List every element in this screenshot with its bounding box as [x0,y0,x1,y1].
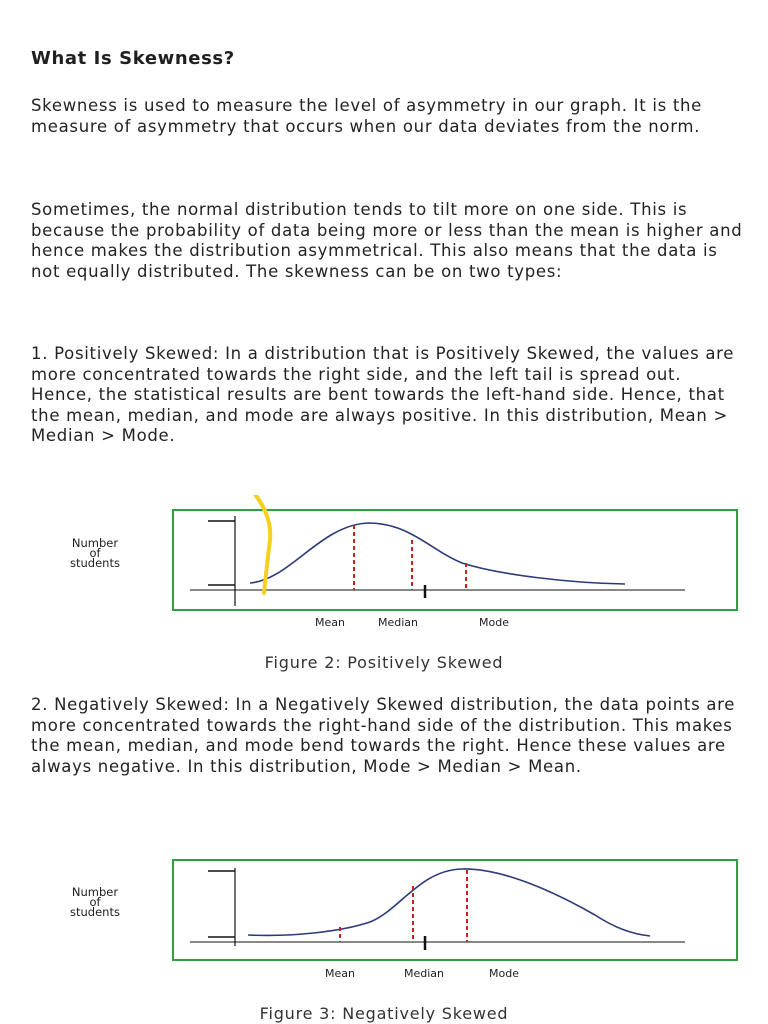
y-axis-label-line1: Number [71,536,119,550]
y-axis-label-line2: of [89,546,101,560]
y-axis-label-line3: students [70,556,120,570]
x-label-median: Median [403,967,445,980]
distribution-curve [250,523,625,584]
y-axis-label-line2: of [89,895,101,909]
x-label-median: Median [377,616,419,629]
distribution-curve [248,869,650,936]
y-axis-label-line1: Number [71,885,119,899]
figure-positively-skewed [0,495,768,635]
paragraph-negatively-skewed: 2. Negatively Skewed: In a Negatively Skewed distribution, the data points are more concentrated towards the right-hand side of the distribution. This makes the mean, median, and mode bend towards the right. Hence these values are always negative. In this distribution, Mode > Median > Mean. [31,695,736,776]
figure-2-caption: Figure 2: Positively Skewed [264,653,504,672]
x-label-mode: Mode [489,967,519,980]
paragraph-positively-skewed: 1. Positively Skewed: In a distribution that is Positively Skewed, the values are more concentrated towards the right side, and the left tail is spread out. Hence, the statistical results are bent towards the left-hand side. Hence, that the mean, median, and mode are always positive. In this distribution, Mean > Median > Mode. [31,344,735,446]
x-label-mean: Mean [325,967,355,980]
figure-3-caption: Figure 3: Negatively Skewed [259,1004,509,1023]
y-axis-label-line3: students [70,905,120,919]
figure-negatively-skewed [0,850,768,990]
x-label-mean: Mean [315,616,345,629]
figure-frame [173,860,737,960]
x-label-mode: Mode [479,616,509,629]
article-heading: What Is Skewness? [31,48,235,69]
paragraph-normal-distribution: Sometimes, the normal distribution tends to tilt more on one side. This is because the probability of data being more or less than the mean is higher and hence makes the distribution asymmetrical. This also means that the data is not equally distributed. The skewness can be on two types: [31,200,743,281]
paragraph-intro: Skewness is used to measure the level of asymmetry in our graph. It is the measure of asymmetry that occurs when our data deviates from the norm. [31,96,703,136]
